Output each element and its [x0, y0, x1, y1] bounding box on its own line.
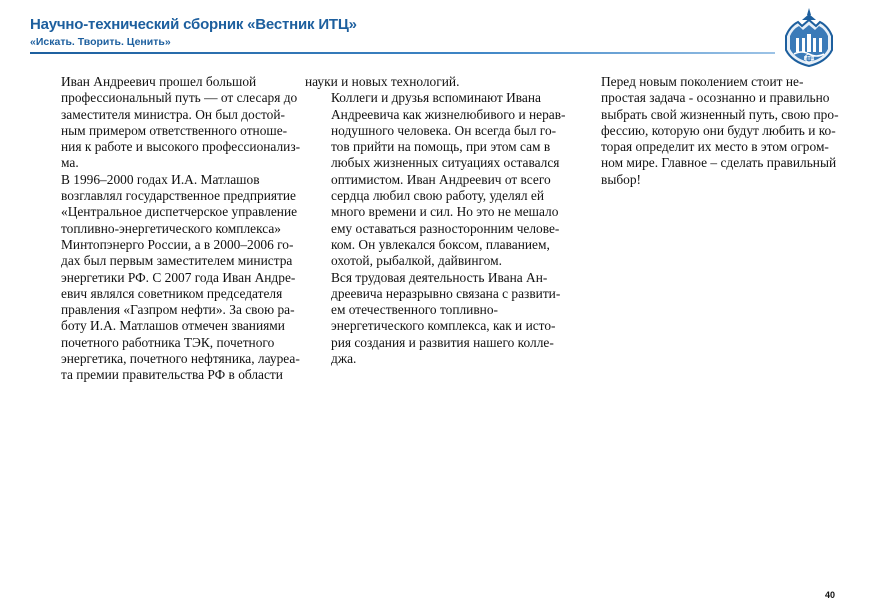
journal-slogan: «Искать. Творить. Ценить» [30, 36, 171, 48]
paragraph [305, 74, 567, 90]
text-line: выбор! [601, 171, 641, 187]
text-line: заместителя министра. Он был достой- [61, 106, 285, 122]
journal-title: Научно-технический сборник «Вестник ИТЦ» [30, 16, 357, 33]
text-line: Коллеги и друзья вспоминают Ивана [331, 90, 541, 106]
text-line: торая определит их место в этом огром- [601, 139, 829, 155]
logo-text: ИТЦ [803, 55, 815, 62]
text-line: рия создания и развития нашего колле- [331, 334, 554, 350]
text-line: ным примером ответственного отноше- [61, 122, 288, 138]
text-line: профессиональный путь — от слесаря до [61, 90, 298, 106]
text-line: оптимистом. Иван Андреевич от всего [331, 171, 551, 187]
text-line: дах был первым заместителем министра [61, 253, 293, 269]
text-line: фессию, которую они будут любить и ко- [601, 122, 836, 138]
text-line: ния к работе и высокого профессионализ- [61, 139, 301, 155]
itc-logo [780, 6, 838, 68]
paragraph [35, 171, 300, 384]
text-line: любых жизненных ситуациях оставался [331, 155, 560, 171]
text-column-1 [35, 74, 301, 384]
text-line: выбрать свой жизненный путь, свою про- [601, 106, 839, 122]
text-line: охотой, рыбалкой, дайвингом. [331, 253, 502, 269]
text-line: джа. [331, 351, 357, 367]
text-line: Вся трудовая деятельность Ивана Ан- [331, 269, 548, 285]
paragraph [305, 90, 567, 269]
text-line: ком. Он увлекался боксом, плаванием, [331, 236, 550, 252]
text-line: почетного работника ТЭК, почетного [61, 334, 275, 350]
text-column-3 [575, 74, 837, 188]
text-line: боту И.А. Матлашов отмечен званиями [61, 318, 285, 334]
text-line: сердца любил свою работу, уделял ей [331, 188, 545, 204]
text-line: нодушного человека. Он всегда был го- [331, 122, 557, 138]
text-line: энергетика, почетного нефтяника, лауреа- [61, 351, 300, 367]
text-line: энергетики РФ. С 2007 года Иван Андре- [61, 269, 296, 285]
page-header [30, 16, 790, 49]
text-line: Перед новым поколением стоит не- [601, 74, 804, 89]
itc-logo-icon [780, 6, 838, 68]
text-line: В 1996–2000 годах И.А. Матлашов [61, 171, 260, 187]
text-line: много времени и сил. Но это не мешало [331, 204, 559, 220]
text-line: Минтопэнерго России, а в 2000–2006 го- [61, 236, 294, 252]
paragraph [35, 74, 301, 172]
page-number: 40 [824, 590, 835, 600]
text-line: ему оставаться разносторонним челове- [331, 220, 560, 236]
text-line: простая задача - осознанно и правильно [601, 90, 830, 106]
text-line: тов прийти на помощь, при этом сам в [331, 139, 551, 155]
text-line: евич являлся советником председателя [61, 285, 283, 301]
text-line: Иван Андреевич прошел большой [61, 74, 257, 89]
header-divider [30, 52, 775, 54]
text-line: науки и новых технологий. [305, 74, 460, 89]
text-line: возглавлял государственное предприятие [61, 188, 296, 204]
text-line: дреевича неразрывно связана с развити- [331, 285, 561, 301]
text-line: энергетического комплекса, как и исто- [331, 318, 556, 334]
text-line: правления «Газпром нефти». За свою ра- [61, 302, 295, 318]
paragraph [305, 270, 567, 368]
text-line: ном мире. Главное – сделать правильный [601, 155, 837, 171]
text-line: та премии правительства РФ в области [61, 367, 283, 383]
paragraph [575, 74, 837, 188]
text-line: ма. [61, 155, 79, 171]
text-line: топливно-энергетического комплекса» [61, 220, 281, 236]
text-column-2 [305, 74, 567, 367]
text-line: «Центральное диспетчерское управление [61, 204, 298, 220]
text-line: Андреевича как жизнелюбивого и нерав- [331, 106, 566, 122]
text-line: ем отечественного топливно- [331, 302, 498, 318]
